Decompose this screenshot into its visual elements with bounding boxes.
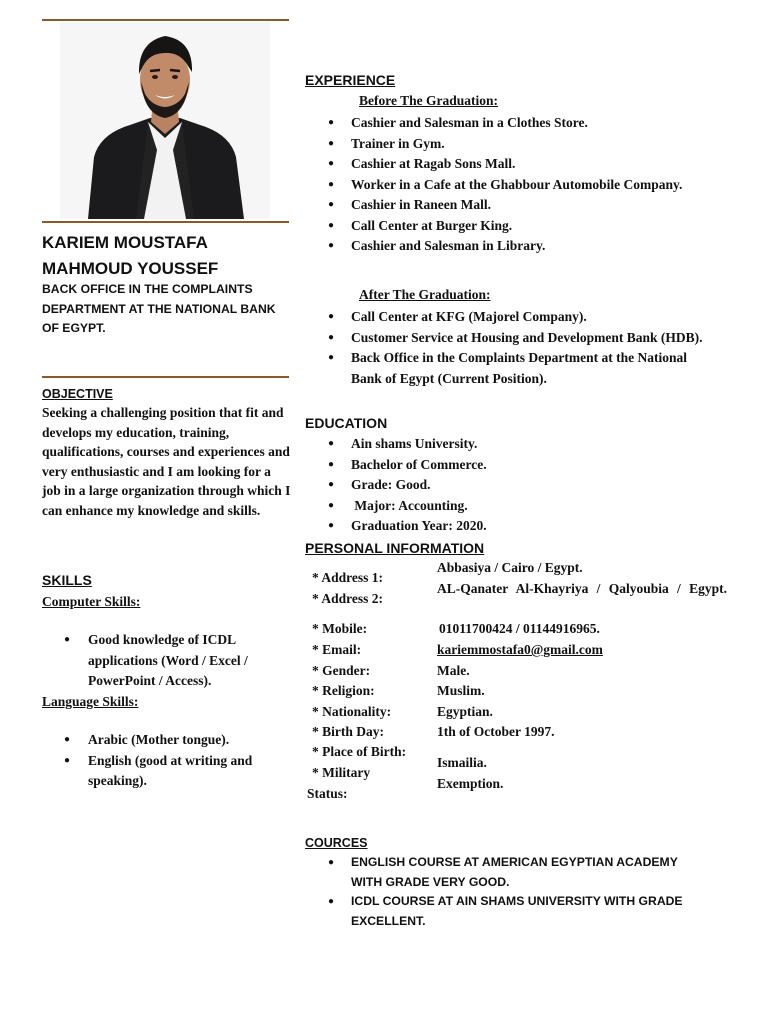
religion-label: * Religion:	[312, 683, 375, 698]
profile-photo	[60, 22, 270, 219]
courses-list	[351, 853, 696, 931]
list-item: ● Cashier and Salesman in Library.	[351, 236, 711, 257]
list-item: ● Customer Service at Housing and Development Bank (HDB).	[351, 328, 711, 349]
list-item: ● ENGLISH COURSE AT AMERICAN EGYPTIAN ACADEMY WITH GRADE VERY GOOD.	[351, 853, 696, 892]
candidate-title: BACK OFFICE IN THE COMPLAINTS DEPARTMENT AT THE NATIONAL BANK OF EGYPT.	[42, 282, 276, 335]
objective-divider	[42, 376, 289, 378]
address-1-value: Abbasiya / Cairo / Egypt.	[437, 560, 583, 575]
computer-skills-list	[88, 630, 283, 692]
objective-heading: OBJECTIVE	[42, 387, 113, 401]
top-divider	[42, 19, 289, 21]
list-item: ● Cashier at Ragab Sons Mall.	[351, 154, 711, 175]
military-status-label: Status:	[307, 786, 348, 801]
courses-heading: COURCES	[305, 836, 368, 850]
gender-value: Male.	[437, 663, 470, 678]
list-item: ● English (good at writing and speaking).	[88, 751, 283, 792]
education-heading: EDUCATION	[305, 415, 388, 431]
photo-divider	[42, 221, 289, 223]
list-item: ● Worker in a Cafe at the Ghabbour Automobile Company.	[351, 175, 711, 196]
person-portrait	[60, 22, 270, 219]
address-1-label: * Address 1:	[312, 570, 384, 585]
nationality-label: * Nationality:	[312, 704, 392, 719]
military-label: * Military	[312, 765, 371, 780]
birthday-value: 1th of October 1997.	[437, 724, 555, 739]
list-item: ● ICDL COURSE AT AIN SHAMS UNIVERSITY WITH GRADE EXCELLENT.	[351, 892, 696, 931]
list-item: ● Call Center at KFG (Majorel Company).	[351, 307, 711, 328]
nationality-value: Egyptian.	[437, 704, 493, 719]
email-link[interactable]: kariemmostafa0@gmail.com	[437, 642, 603, 657]
list-item: ● Graduation Year: 2020.	[351, 516, 711, 537]
address-2-value: AL-Qanater Al-Khayriya / Qalyoubia / Egypt.	[437, 580, 727, 596]
list-item: ● Good knowledge of ICDL applications (Word / Excel / PowerPoint / Access).	[88, 630, 283, 692]
personal-information-heading: PERSONAL INFORMATION	[305, 540, 485, 556]
education-list	[351, 434, 711, 537]
birthplace-value: Ismailia.	[437, 755, 487, 770]
after-graduation-label: After The Graduation:	[359, 287, 491, 302]
religion-value: Muslim.	[437, 683, 485, 698]
address-values	[437, 558, 727, 599]
language-skills-list	[88, 730, 283, 792]
list-item: ● Bachelor of Commerce.	[351, 455, 711, 476]
list-item: ● Cashier and Salesman in a Clothes Store.	[351, 113, 711, 134]
list-item: ● Call Center at Burger King.	[351, 216, 711, 237]
before-graduation-list	[351, 113, 711, 257]
mobile-value: 01011700424 / 01144916965.	[439, 621, 600, 636]
email-label: * Email:	[312, 642, 362, 657]
military-value: Exemption.	[437, 776, 504, 791]
skills-heading: SKILLS	[42, 572, 92, 588]
list-item: ● Major: Accounting.	[351, 496, 711, 517]
birthplace-label: * Place of Birth:	[312, 744, 407, 759]
gender-label: * Gender:	[312, 663, 371, 678]
list-item: ● Arabic (Mother tongue).	[88, 730, 283, 751]
computer-skills-heading: Computer Skills:	[42, 594, 141, 609]
birthday-label: * Birth Day:	[312, 724, 384, 739]
list-item: ● Trainer in Gym.	[351, 134, 711, 155]
before-graduation-label: Before The Graduation:	[359, 93, 499, 108]
mobile-label: * Mobile:	[312, 621, 368, 636]
address-2-label: * Address 2:	[312, 591, 384, 606]
list-item: ● Back Office in the Complaints Department at the National Bank of Egypt (Current Position).	[351, 348, 711, 389]
list-item: ● Grade: Good.	[351, 475, 711, 496]
objective-text: Seeking a challenging position that fit and develops my education, training, qualifications, courses and experiences and very enthusiastic and I am looking for a job in a large organization through which I can enhance my knowledge and skills.	[42, 405, 291, 518]
candidate-name: KARIEM MOUSTAFA MAHMOUD YOUSSEF	[42, 233, 219, 278]
list-item: ● Cashier in Raneen Mall.	[351, 195, 711, 216]
experience-heading: EXPERIENCE	[305, 72, 396, 88]
language-skills-heading: Language Skills:	[42, 694, 139, 709]
after-graduation-list	[351, 307, 711, 389]
list-item: ● Ain shams University.	[351, 434, 711, 455]
